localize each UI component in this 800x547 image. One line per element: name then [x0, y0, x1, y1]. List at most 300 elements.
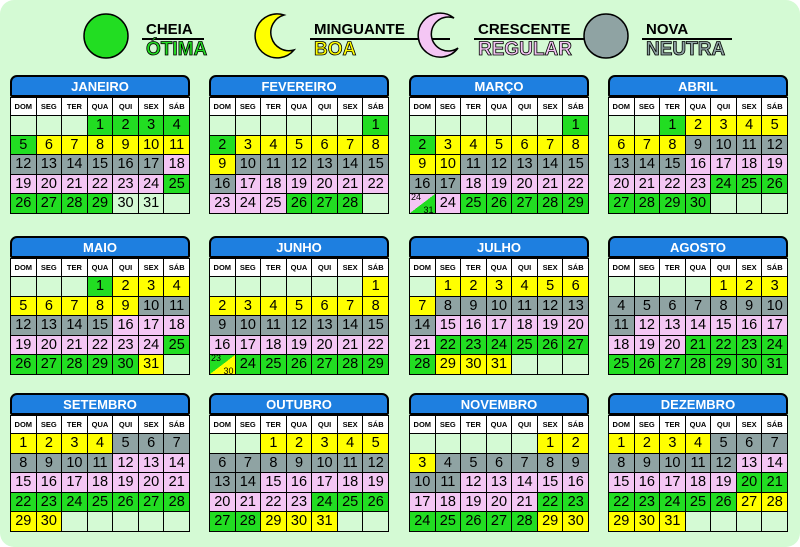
legend-quality: NEUTRA [646, 39, 726, 60]
empty-cell [410, 277, 436, 297]
empty-cell [210, 116, 236, 136]
day-cell: 21 [338, 336, 364, 356]
month-calendar [209, 393, 389, 532]
day-cell: 5 [711, 434, 737, 454]
day-cell: 22 [363, 336, 389, 356]
day-cell: 24 [436, 194, 462, 214]
empty-cell [113, 512, 139, 532]
weekday-header: QUI [512, 416, 538, 434]
day-cell: 3 [711, 116, 737, 136]
day-cell: 5 [287, 136, 313, 156]
day-cell: 7 [410, 297, 436, 317]
weekday-header: SEG [37, 259, 63, 277]
day-cell: 12 [487, 155, 513, 175]
day-cell: 13 [210, 473, 236, 493]
day-cell: 19 [113, 473, 139, 493]
weekday-header: SEX [737, 416, 763, 434]
day-cell: 10 [711, 136, 737, 156]
day-cell: 22 [88, 175, 114, 195]
empty-cell [139, 512, 165, 532]
day-cell: 25 [261, 194, 287, 214]
month-title: AGOSTO [608, 236, 788, 258]
day-cell: 16 [287, 473, 313, 493]
day-cell: 1 [363, 116, 389, 136]
empty-cell [635, 116, 661, 136]
weekday-header: TER [62, 98, 88, 116]
day-cell: 27 [312, 194, 338, 214]
day-cell: 21 [686, 336, 712, 356]
weekday-header: SEG [37, 98, 63, 116]
day-cell: 17 [139, 316, 165, 336]
day-cell: 30 [563, 512, 589, 532]
weekday-header: SÁB [762, 98, 788, 116]
day-cell: 7 [338, 297, 364, 317]
day-cell: 13 [563, 297, 589, 317]
day-cell: 2 [287, 434, 313, 454]
weekday-header: QUA [487, 98, 513, 116]
day-cell: 21 [236, 493, 262, 513]
empty-cell [410, 434, 436, 454]
day-cell: 18 [737, 155, 763, 175]
weekday-header: QUA [88, 416, 114, 434]
weekday-header: SEX [338, 259, 364, 277]
weekday-header: QUI [113, 416, 139, 434]
day-cell: 8 [363, 136, 389, 156]
day-cell: 6 [563, 277, 589, 297]
empty-cell [538, 355, 564, 375]
day-cell: 18 [164, 316, 190, 336]
day-cell: 21 [410, 336, 436, 356]
empty-cell [62, 116, 88, 136]
full-moon-icon [82, 12, 130, 60]
empty-cell [660, 277, 686, 297]
legend-quality: ÓTIMA [146, 39, 208, 60]
weekday-header: SEX [538, 98, 564, 116]
empty-cell [338, 512, 364, 532]
day-cell: 19 [11, 336, 37, 356]
empty-cell [436, 116, 462, 136]
day-cell: 14 [635, 155, 661, 175]
day-cell: 9 [113, 297, 139, 317]
weekday-header: QUI [512, 259, 538, 277]
day-cell: 2 [210, 297, 236, 317]
day-cell: 4 [512, 277, 538, 297]
day-cell: 10 [236, 316, 262, 336]
day-cell: 4 [338, 434, 364, 454]
day-cell: 11 [436, 473, 462, 493]
day-cell: 18 [609, 336, 635, 356]
empty-cell [762, 512, 788, 532]
weekday-header: SÁB [563, 259, 589, 277]
day-cell: 27 [139, 493, 165, 513]
day-cell: 11 [512, 297, 538, 317]
day-cell: 15 [538, 473, 564, 493]
weekday-header: SEX [338, 98, 364, 116]
weekday-header: TER [660, 98, 686, 116]
day-cell: 27 [312, 355, 338, 375]
day-cell: 13 [37, 316, 63, 336]
day-cell: 10 [660, 454, 686, 474]
day-cell: 20 [487, 493, 513, 513]
day-cell: 21 [338, 175, 364, 195]
day-cell: 31 [139, 194, 165, 214]
empty-cell [11, 277, 37, 297]
legend-name: CHEIA [146, 21, 193, 38]
weekday-header: DOM [11, 259, 37, 277]
day-cell: 2 [113, 277, 139, 297]
day-cell: 11 [88, 454, 114, 474]
day-cell: 11 [686, 454, 712, 474]
empty-cell [737, 194, 763, 214]
day-cell: 31 [312, 512, 338, 532]
day-cell: 13 [312, 316, 338, 336]
empty-cell [686, 512, 712, 532]
empty-cell [363, 194, 389, 214]
day-cell: 12 [711, 454, 737, 474]
weekday-header: SEG [635, 416, 661, 434]
day-cell: 25 [686, 493, 712, 513]
day-cell: 6 [487, 454, 513, 474]
day-cell: 30 [37, 512, 63, 532]
day-cell: 18 [461, 175, 487, 195]
day-cell: 19 [287, 336, 313, 356]
month-grid [10, 258, 190, 375]
day-cell: 15 [11, 473, 37, 493]
day-cell: 7 [512, 454, 538, 474]
empty-cell [512, 434, 538, 454]
day-cell: 23 [686, 175, 712, 195]
weekday-header: QUI [711, 259, 737, 277]
empty-cell [236, 434, 262, 454]
empty-cell [609, 277, 635, 297]
day-cell-split [410, 194, 436, 214]
day-cell: 26 [461, 512, 487, 532]
weekday-header: DOM [609, 259, 635, 277]
day-cell: 24 [236, 194, 262, 214]
day-cell: 9 [113, 136, 139, 156]
day-cell: 28 [338, 194, 364, 214]
day-cell: 15 [609, 473, 635, 493]
weekday-header: SEX [538, 259, 564, 277]
day-cell: 20 [609, 175, 635, 195]
day-cell: 13 [660, 316, 686, 336]
day-cell: 25 [436, 512, 462, 532]
empty-cell [287, 277, 313, 297]
month-calendar [608, 236, 788, 375]
day-cell: 24 [711, 175, 737, 195]
day-cell: 1 [261, 434, 287, 454]
day-cell: 27 [609, 194, 635, 214]
day-cell: 16 [737, 316, 763, 336]
day-cell: 14 [410, 316, 436, 336]
day-cell: 13 [609, 155, 635, 175]
day-cell: 20 [139, 473, 165, 493]
day-cell: 29 [261, 512, 287, 532]
day-cell: 5 [287, 297, 313, 317]
day-cell: 4 [609, 297, 635, 317]
day-cell: 12 [363, 454, 389, 474]
day-cell: 1 [711, 277, 737, 297]
day-cell: 15 [261, 473, 287, 493]
day-cell: 20 [210, 493, 236, 513]
day-cell: 27 [37, 355, 63, 375]
month-grid [209, 258, 389, 375]
weekday-header: QUA [686, 416, 712, 434]
weekday-header: QUA [686, 259, 712, 277]
day-cell: 27 [487, 512, 513, 532]
day-cell: 29 [609, 512, 635, 532]
day-cell: 6 [37, 136, 63, 156]
weekday-header: TER [461, 259, 487, 277]
weekday-header: QUA [287, 98, 313, 116]
weekday-header: SÁB [164, 416, 190, 434]
day-cell: 3 [410, 454, 436, 474]
day-cell: 11 [609, 316, 635, 336]
day-cell: 31 [660, 512, 686, 532]
day-cell: 23 [113, 175, 139, 195]
day-cell: 31 [139, 355, 165, 375]
empty-cell [512, 355, 538, 375]
day-cell: 1 [538, 434, 564, 454]
weekday-header: QUA [487, 259, 513, 277]
day-cell: 9 [37, 454, 63, 474]
day-cell: 18 [436, 493, 462, 513]
weekday-header: SEX [737, 98, 763, 116]
day-cell: 8 [11, 454, 37, 474]
day-cell: 29 [711, 355, 737, 375]
day-cell: 21 [512, 493, 538, 513]
weekday-header: QUA [287, 416, 313, 434]
day-cell: 10 [236, 155, 262, 175]
weekday-header: TER [461, 98, 487, 116]
day-cell: 6 [512, 136, 538, 156]
legend-name: NOVA [646, 21, 689, 38]
day-cell: 14 [512, 473, 538, 493]
day-cell: 18 [338, 473, 364, 493]
day-cell: 9 [410, 155, 436, 175]
empty-cell [210, 277, 236, 297]
weekday-header: TER [660, 259, 686, 277]
weekday-header: TER [461, 416, 487, 434]
day-cell: 19 [635, 336, 661, 356]
day-cell: 17 [436, 175, 462, 195]
empty-cell [236, 116, 262, 136]
day-cell: 18 [88, 473, 114, 493]
day-cell: 15 [88, 316, 114, 336]
weekday-header: TER [62, 259, 88, 277]
day-cell: 8 [660, 136, 686, 156]
weekday-header: DOM [210, 98, 236, 116]
empty-cell [261, 116, 287, 136]
day-cell: 26 [287, 194, 313, 214]
day-cell: 3 [139, 277, 165, 297]
day-cell: 12 [635, 316, 661, 336]
month-grid [409, 97, 589, 214]
day-cell: 27 [512, 194, 538, 214]
day-cell: 8 [436, 297, 462, 317]
empty-cell [563, 355, 589, 375]
day-cell: 14 [538, 155, 564, 175]
day-cell: 26 [762, 175, 788, 195]
day-cell: 26 [11, 355, 37, 375]
weekday-header: SEG [436, 259, 462, 277]
weekday-header: SEX [538, 416, 564, 434]
day-cell: 3 [236, 297, 262, 317]
weekday-header: SEG [236, 98, 262, 116]
weekday-header: QUI [113, 98, 139, 116]
day-cell: 13 [312, 155, 338, 175]
weekday-header: TER [261, 259, 287, 277]
day-cell: 27 [563, 336, 589, 356]
day-cell: 27 [37, 194, 63, 214]
empty-cell [711, 512, 737, 532]
weekday-header: SEG [635, 259, 661, 277]
day-cell: 12 [287, 316, 313, 336]
day-cell: 3 [139, 116, 165, 136]
day-cell: 17 [487, 316, 513, 336]
day-cell: 29 [563, 194, 589, 214]
day-cell: 28 [762, 493, 788, 513]
month-calendar [10, 236, 190, 375]
weekday-header: QUA [487, 416, 513, 434]
day-cell: 20 [312, 336, 338, 356]
month-calendar [608, 393, 788, 532]
day-cell: 15 [363, 316, 389, 336]
day-cell: 12 [461, 473, 487, 493]
day-cell: 7 [686, 297, 712, 317]
day-cell: 9 [563, 454, 589, 474]
moon-phase-legend [0, 0, 800, 70]
day-cell: 18 [512, 316, 538, 336]
day-cell: 10 [436, 155, 462, 175]
day-cell: 14 [236, 473, 262, 493]
day-cell: 28 [62, 355, 88, 375]
day-cell: 3 [487, 277, 513, 297]
day-cell: 2 [635, 434, 661, 454]
empty-cell [11, 116, 37, 136]
empty-cell [737, 512, 763, 532]
day-cell: 10 [487, 297, 513, 317]
day-cell: 19 [711, 473, 737, 493]
day-cell: 16 [37, 473, 63, 493]
day-cell: 25 [88, 493, 114, 513]
day-cell: 6 [210, 454, 236, 474]
weekday-header: SEG [635, 98, 661, 116]
month-title: OUTUBRO [209, 393, 389, 415]
day-cell: 17 [762, 316, 788, 336]
weekday-header: QUA [287, 259, 313, 277]
day-cell: 11 [737, 136, 763, 156]
day-cell: 2 [410, 136, 436, 156]
month-calendar [10, 75, 190, 214]
day-cell: 1 [88, 116, 114, 136]
weekday-header: DOM [410, 416, 436, 434]
weekday-header: SEG [436, 98, 462, 116]
day-cell: 7 [236, 454, 262, 474]
day-cell: 10 [762, 297, 788, 317]
day-cell: 14 [338, 155, 364, 175]
day-cell: 5 [762, 116, 788, 136]
day-cell: 18 [261, 336, 287, 356]
day-cell: 6 [139, 434, 165, 454]
day-cell: 16 [410, 175, 436, 195]
empty-cell [236, 277, 262, 297]
empty-cell [37, 116, 63, 136]
month-title: NOVEMBRO [409, 393, 589, 415]
empty-cell [62, 512, 88, 532]
day-number: 31 [423, 204, 434, 214]
day-cell: 27 [737, 493, 763, 513]
day-cell: 12 [113, 454, 139, 474]
day-cell: 4 [261, 297, 287, 317]
day-cell: 20 [37, 336, 63, 356]
day-cell: 13 [737, 454, 763, 474]
day-cell: 16 [563, 473, 589, 493]
day-cell: 8 [88, 297, 114, 317]
day-cell: 14 [762, 454, 788, 474]
month-calendar [608, 75, 788, 214]
day-cell: 13 [512, 155, 538, 175]
day-cell: 30 [686, 194, 712, 214]
day-cell: 28 [512, 512, 538, 532]
legend-name: MINGUANTE [314, 21, 405, 38]
weekday-header: SEG [236, 259, 262, 277]
day-cell: 12 [11, 316, 37, 336]
weekday-header: SÁB [164, 259, 190, 277]
day-cell: 13 [37, 155, 63, 175]
empty-cell [88, 512, 114, 532]
day-cell: 4 [164, 116, 190, 136]
weekday-header: QUI [512, 98, 538, 116]
day-cell: 15 [88, 155, 114, 175]
day-cell: 16 [113, 316, 139, 336]
empty-cell [436, 434, 462, 454]
day-cell: 22 [436, 336, 462, 356]
day-cell: 17 [312, 473, 338, 493]
day-cell: 16 [635, 473, 661, 493]
day-number: 23 [211, 355, 222, 364]
weekday-header: SÁB [762, 416, 788, 434]
weekday-header: DOM [410, 259, 436, 277]
day-cell: 11 [164, 297, 190, 317]
empty-cell [461, 116, 487, 136]
day-cell: 29 [660, 194, 686, 214]
month-calendar [10, 393, 190, 532]
day-cell: 29 [88, 194, 114, 214]
day-cell: 24 [62, 493, 88, 513]
day-cell: 30 [635, 512, 661, 532]
day-cell: 7 [338, 136, 364, 156]
day-cell: 27 [660, 355, 686, 375]
weekday-header: DOM [609, 416, 635, 434]
day-cell: 12 [11, 155, 37, 175]
day-cell: 19 [287, 175, 313, 195]
day-cell: 2 [113, 116, 139, 136]
day-cell: 21 [62, 336, 88, 356]
month-title: ABRIL [608, 75, 788, 97]
day-cell: 30 [113, 355, 139, 375]
empty-cell [164, 194, 190, 214]
day-cell: 4 [461, 136, 487, 156]
day-cell: 26 [11, 194, 37, 214]
day-cell: 5 [11, 297, 37, 317]
day-cell: 22 [538, 493, 564, 513]
day-cell: 6 [609, 136, 635, 156]
legend-quality: REGULAR [478, 39, 572, 60]
month-grid [608, 258, 788, 375]
day-cell: 23 [635, 493, 661, 513]
day-cell: 29 [11, 512, 37, 532]
